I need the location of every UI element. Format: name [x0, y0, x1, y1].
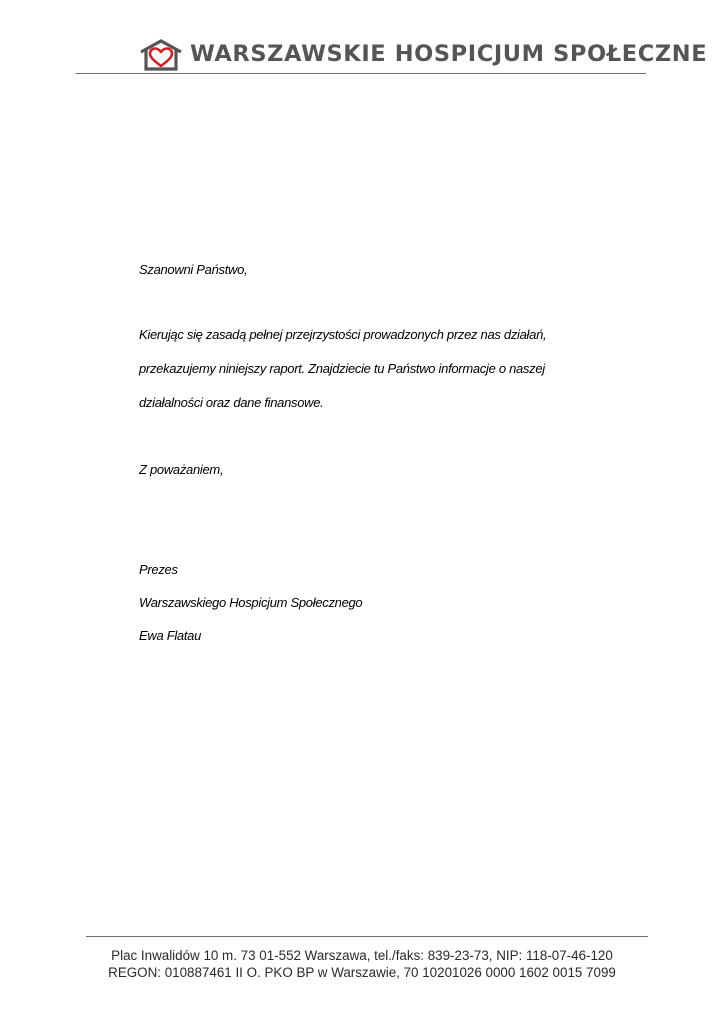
organization-name: WARSZAWSKIE HOSPICJUM SPOŁECZNE [190, 41, 708, 67]
signature-name: Ewa Flatau [139, 628, 202, 643]
footer-bank-line: REGON: 010887461 II O. PKO BP w Warszawie, 70 10201026 0000 1602 0015 7099 [108, 965, 616, 980]
header-divider [76, 73, 646, 74]
footer-divider [86, 936, 648, 937]
house-heart-logo-icon [137, 38, 185, 72]
letterhead [0, 36, 724, 72]
signature-title: Prezes [139, 562, 178, 577]
body-line-2: przekazujemy niniejszy raport. Znajdziecie tu Państwo informacje o naszej [139, 361, 545, 376]
signature-organization: Warszawskiego Hospicjum Społecznego [139, 595, 363, 610]
closing: Z poważaniem, [139, 462, 224, 477]
salutation: Szanowni Państwo, [139, 262, 248, 277]
body-line-1: Kierując się zasadą pełnej przejrzystości prowadzonych przez nas działań, [139, 327, 547, 342]
footer-address-line: Plac Inwalidów 10 m. 73 01-552 Warszawa, tel./faks: 839-23-73, NIP: 118-07-46-120 [111, 948, 613, 963]
body-line-3: działalności oraz dane finansowe. [139, 395, 324, 410]
